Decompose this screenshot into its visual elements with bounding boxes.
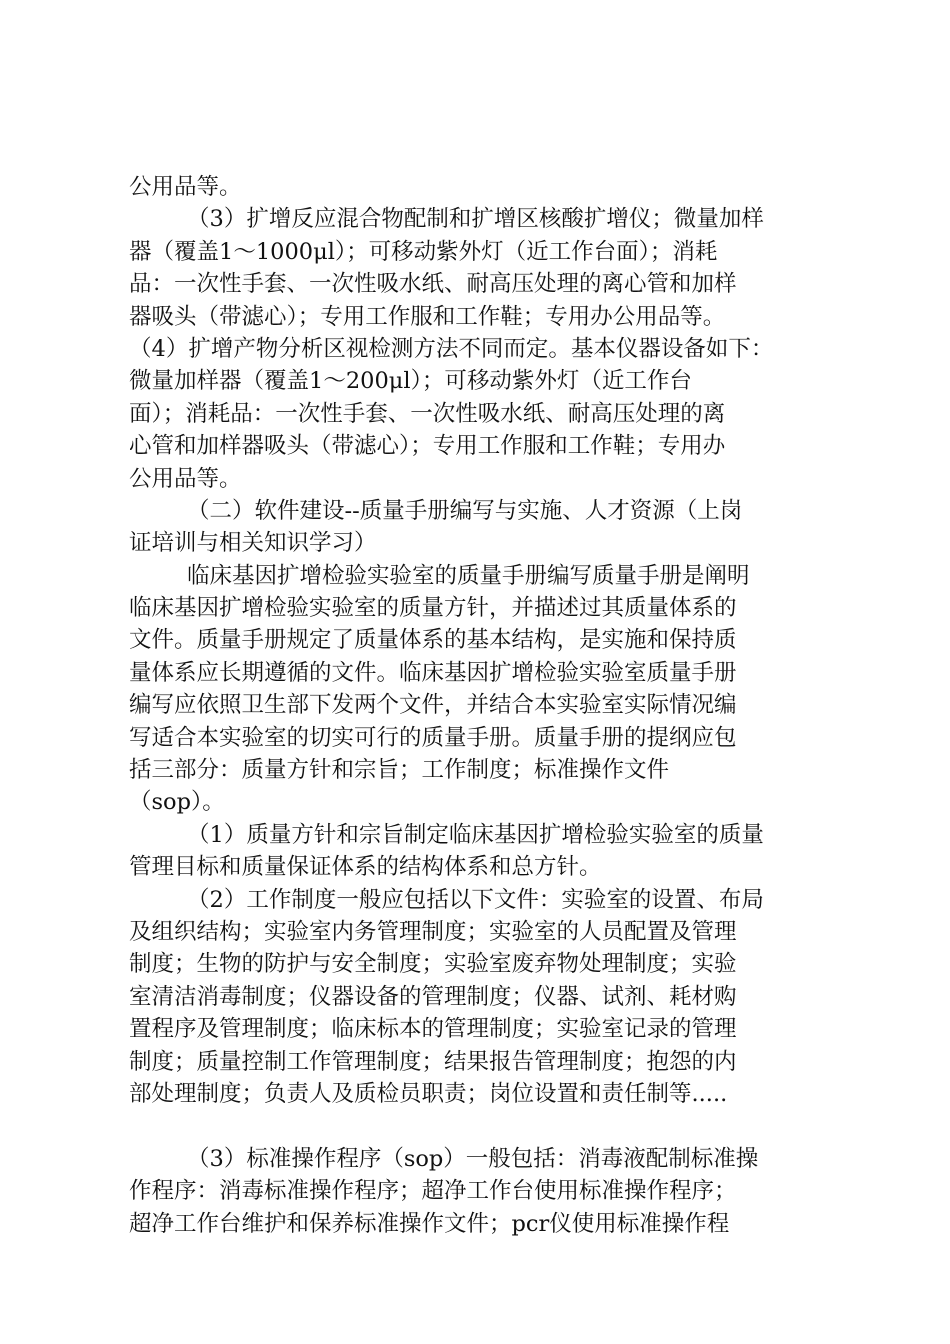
text-line: 心管和加样器吸头（带滤心）；专用工作服和工作鞋；专用办 xyxy=(129,433,726,460)
text-line: 量体系应长期遵循的文件。临床基因扩增检验实验室质量手册 xyxy=(129,659,737,686)
text-line: 面）；消耗品：一次性手套、一次性吸水纸、耐高压处理的离 xyxy=(129,400,726,427)
text-line: 证培训与相关知识学习） xyxy=(129,530,377,557)
text-line: （sop）。 xyxy=(129,789,225,816)
text-line: 写适合本实验室的切实可行的质量手册。质量手册的提纲应包 xyxy=(129,724,737,751)
text-line: 品：一次性手套、一次性吸水纸、耐高压处理的离心管和加样 xyxy=(129,271,737,298)
text-line: 临床基因扩增检验实验室的质量方针，并描述过其质量体系的 xyxy=(129,595,737,622)
paragraph-gap xyxy=(129,1110,831,1142)
text-line: 公用品等。 xyxy=(129,465,242,492)
text-line: 室清洁消毒制度；仪器设备的管理制度；仪器、试剂、耗材购 xyxy=(129,983,737,1010)
text-line: 及组织结构；实验室内务管理制度；实验室的人员配置及管理 xyxy=(129,918,737,945)
text-line: 器吸头（带滤心）；专用工作服和工作鞋；专用办公用品等。 xyxy=(129,303,726,330)
text-line: 作程序：消毒标准操作程序；超净工作台使用标准操作程序； xyxy=(129,1178,737,1205)
text-line: （3）扩增反应混合物配制和扩增区核酸扩增仪；微量加样 xyxy=(187,206,764,233)
text-line: （2）工作制度一般应包括以下文件：实验室的设置、布局 xyxy=(187,886,764,913)
section-heading: （二）软件建设--质量手册编写与实施、人才资源（上岗 xyxy=(187,497,743,524)
text-line: 制度；生物的防护与安全制度；实验室废弃物处理制度；实验 xyxy=(129,951,737,978)
text-line: 公用品等。 xyxy=(129,174,242,200)
text-line: （4）扩增产物分析区视检测方法不同而定。基本仪器设备如下： xyxy=(129,335,774,362)
document-body xyxy=(129,171,831,1240)
text-line: 括三部分：质量方针和宗旨；工作制度；标准操作文件 xyxy=(129,757,670,784)
text-line: 管理目标和质量保证体系的结构体系和总方针。 xyxy=(129,854,602,881)
text-line: 器（覆盖1～1000μl）；可移动紫外灯（近工作台面）；消耗 xyxy=(129,238,718,265)
text-line: 超净工作台维护和保养标准操作文件；pcr仪使用标准操作程 xyxy=(129,1210,730,1237)
text-line: 编写应依照卫生部下发两个文件，并结合本实验室实际情况编 xyxy=(129,692,737,719)
text-line: 临床基因扩增检验实验室的质量手册编写质量手册是阐明 xyxy=(187,562,750,589)
text-line: 微量加样器（覆盖1～200μl）；可移动紫外灯（近工作台 xyxy=(129,368,692,395)
text-line: （3）标准操作程序（sop）一般包括：消毒液配制标准操 xyxy=(187,1145,759,1172)
text-line: （1）质量方针和宗旨制定临床基因扩增检验实验室的质量 xyxy=(187,821,764,848)
text-line: 制度；质量控制工作管理制度；结果报告管理制度；抱怨的内 xyxy=(129,1048,737,1075)
text-line: 部处理制度；负责人及质检员职责；岗位设置和责任制等..... xyxy=(129,1080,728,1107)
text-line: 文件。质量手册规定了质量体系的基本结构，是实施和保持质 xyxy=(129,627,737,654)
text-line: 置程序及管理制度；临床标本的管理制度；实验室记录的管理 xyxy=(129,1016,737,1043)
